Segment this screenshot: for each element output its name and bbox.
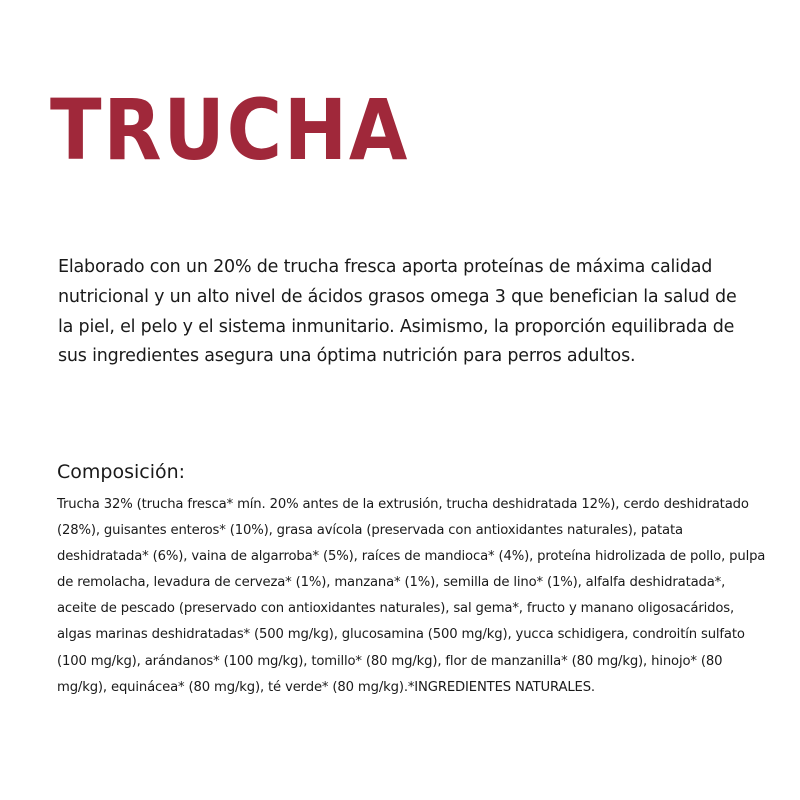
product-description: Elaborado con un 20% de trucha fresca aporta proteínas de máxima calidad nutricional y un alto nivel de ácidos grasos omega 3 que benefician la salud de la piel, el pelo y el sistema inmunitario. Asimismo, la proporción equilibrada de sus ingredientes asegura una óptima nutrición para perros adultos. [58,257,737,367]
composition-heading: Composición: [57,461,186,483]
product-title: TRUCHA [50,81,410,179]
composition-text: Trucha 32% (trucha fresca* mín. 20% antes de la extrusión, trucha deshidratada 12%), cerdo deshidratado (28%), guisantes enteros* (10%), grasa avícola (preservada con antioxidantes naturales), patata deshidratada* (6%), vaina de algarroba* (5%), raíces de mandioca* (4%), proteína hidrolizada de pollo, pulpa de remolacha, levadura de cerveza* (1%), manzana* (1%), semilla de lino* (1%), alfalfa deshidratada*, aceite de pescado (preservado con antioxidantes naturales), sal gema*, fructo y manano oligosacáridos, algas marinas deshidratadas* (500 mg/kg), glucosamina (500 mg/kg), yucca schidigera, condroitín sulfato (100 mg/kg), arándanos* (100 mg/kg), tomillo* (80 mg/kg), flor de manzanilla* (80 mg/kg), hinojo* (80 mg/kg), equinácea* (80 mg/kg), té verde* (80 mg/kg).*INGREDIENTES NATURALES. [57,497,766,695]
